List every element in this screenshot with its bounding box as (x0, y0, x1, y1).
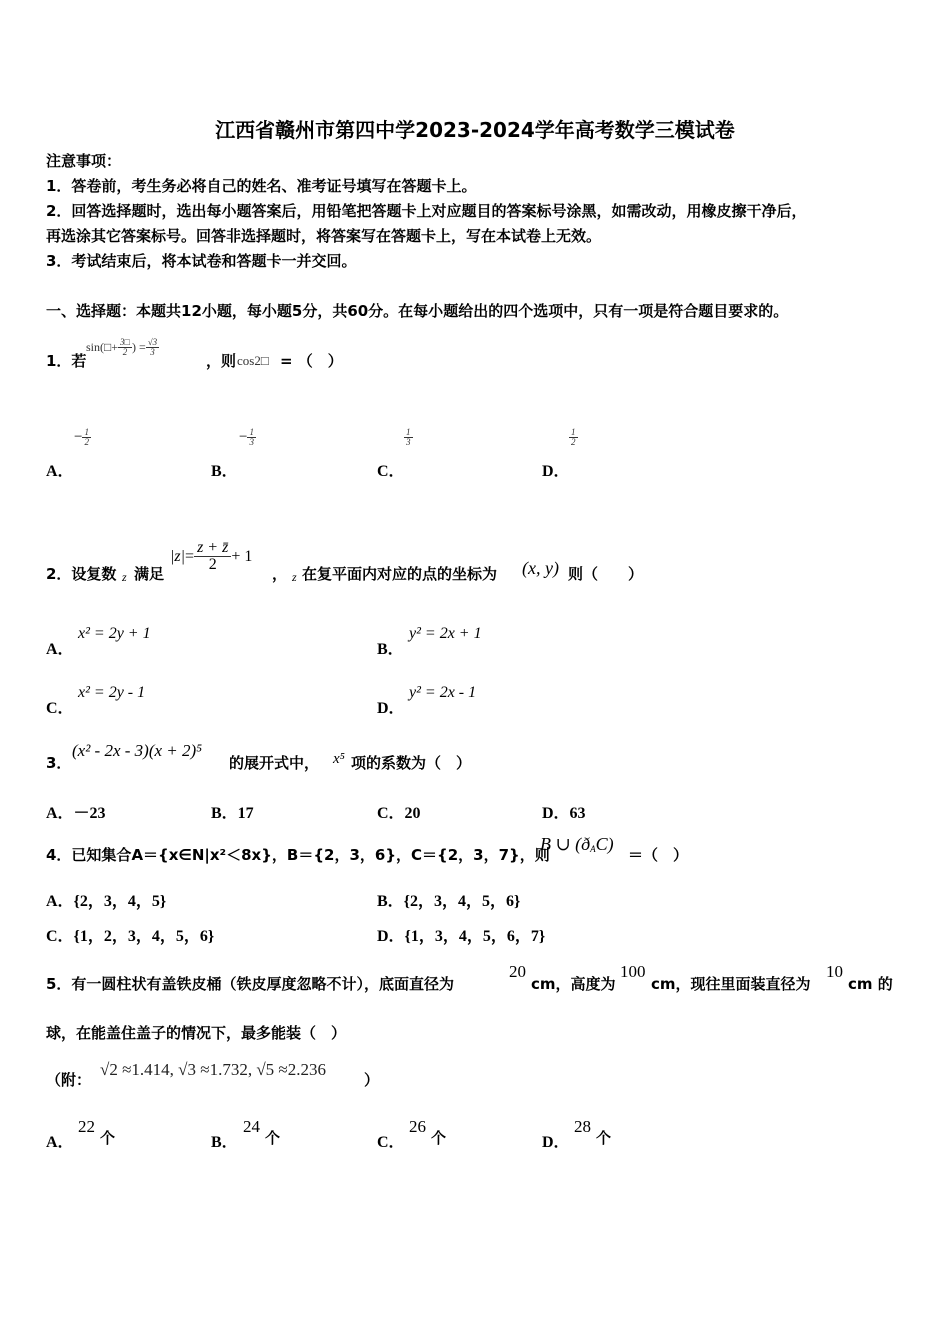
question-1-tail: = （ ） (280, 352, 343, 370)
question-5-line-2: 球，在能盖住盖子的情况下，最多能装（ ） (46, 1024, 347, 1042)
q2-option-c-value: x² = 2y - 1 (78, 684, 146, 701)
q5-option-c-label: C． (377, 1134, 405, 1151)
q5-option-a-label: A． (46, 1134, 74, 1151)
q2-option-d-value: y² = 2x - 1 (409, 684, 477, 701)
q5-option-a-unit: 个 (100, 1129, 116, 1147)
q1-option-a-value: − $\frac{1}{2}$ (74, 427, 89, 447)
q3-option-a: A．－23 (46, 805, 106, 822)
q1-option-c-label: C． (377, 463, 405, 480)
question-2-coord: (x, y) (522, 558, 559, 578)
q3-option-d: D．63 (542, 805, 586, 822)
question-4-stem: 4．已知集合A＝{x∈N|x²＜8x}，B＝{2，3，6}，C＝{2，3，7}，则 (46, 846, 550, 864)
question-2-z2: z (292, 570, 297, 584)
q4-option-c: C．{1，2，3，4，5，6} (46, 928, 215, 945)
q5-option-b-unit: 个 (265, 1129, 281, 1147)
notice-item-2-cont: 再选涂其它答案标号。回答非选择题时，将答案写在答题卡上，写在本试卷上无效。 (46, 227, 602, 245)
question-2-mid: 在复平面内对应的点的坐标为 (302, 565, 498, 583)
section-heading: 一、选择题：本题共12小题，每小题5分，共60分。在每小题给出的四个选项中，只有一项是符合题目要求的。 (46, 302, 789, 320)
q2-option-b-value: y² = 2x + 1 (409, 625, 482, 642)
question-5-ball-diameter: 10 (826, 962, 843, 981)
question-2-comma: ， (272, 565, 288, 583)
question-3-term: x⁵ (333, 751, 345, 767)
question-5-note-values: √2 ≈1.414, √3 ≈1.732, √5 ≈2.236 (100, 1060, 326, 1079)
question-5-part-3: cm，现往里面装直径为 (651, 975, 811, 993)
q5-option-c-value: 26 (409, 1117, 426, 1136)
q4-option-a: A．{2，3，4，5} (46, 893, 167, 910)
question-5-part-4: cm 的 (848, 975, 893, 993)
question-5-note-open: （附： (46, 1071, 92, 1089)
q1-option-d-value: $\frac{1}{2}$ (571, 427, 576, 447)
q5-option-d-value: 28 (574, 1117, 591, 1136)
question-2-tail: 则（ ） (568, 565, 644, 583)
notice-item-2: 2．回答选择题时，选出每小题答案后，用铅笔把答题卡上对应题目的答案标号涂黑，如需改动，用橡皮擦干净后， (46, 202, 807, 220)
question-2-cond: 满足 (134, 565, 165, 583)
question-2-z: z (122, 570, 127, 584)
notice-item-1: 1．答卷前，考生务必将自己的姓名、准考证号填写在答题卡上。 (46, 177, 477, 195)
q3-option-b: B．17 (211, 805, 254, 822)
question-4-tail: ＝（ ） (628, 846, 689, 864)
question-5-part-1: 5．有一圆柱状有盖铁皮桶（铁皮厚度忽略不计），底面直径为 (46, 975, 454, 993)
question-1-formula: sin( □ + $\frac{3□}{2}$ ) = $\frac{√3}{3}$ (86, 337, 158, 357)
q3-option-c: C．20 (377, 805, 421, 822)
notice-item-3: 3．考试结束后，将本试卷和答题卡一并交回。 (46, 252, 357, 270)
question-3-expr: (x² - 2x - 3)(x + 2)⁵ (72, 741, 203, 760)
question-3-mid: 的展开式中， (229, 754, 320, 772)
question-1-mid: ，则 (206, 352, 237, 370)
question-2-prefix: 2．设复数 (46, 565, 117, 583)
question-5-diameter: 20 (509, 962, 526, 981)
q5-option-c-unit: 个 (431, 1129, 447, 1147)
notice-heading: 注意事项： (46, 152, 122, 170)
question-4-formula: B ∪ (ð A C) (540, 834, 614, 854)
q2-option-b-label: B． (377, 641, 404, 658)
q5-option-b-label: B． (211, 1134, 238, 1151)
question-3-tail: 项的系数为（ ） (351, 754, 472, 772)
question-3-prefix: 3． (46, 754, 72, 772)
question-5-height: 100 (620, 962, 646, 981)
q2-option-a-value: x² = 2y + 1 (78, 625, 151, 642)
page-title: 江西省赣州市第四中学2023-2024学年高考数学三模试卷 (215, 118, 735, 142)
question-5-note-close: ） (364, 1071, 380, 1089)
q1-option-a-label: A． (46, 463, 74, 480)
question-5-part-2: cm，高度为 (531, 975, 616, 993)
q1-option-c-value: $\frac{1}{3}$ (406, 427, 411, 447)
q5-option-b-value: 24 (243, 1117, 260, 1136)
question-1-cos: cos2□ (237, 353, 269, 368)
q2-option-d-label: D． (377, 700, 405, 717)
q4-option-d: D．{1，3，4，5，6，7} (377, 928, 546, 945)
q2-option-c-label: C． (46, 700, 74, 717)
q4-option-b: B．{2，3，4，5，6} (377, 893, 521, 910)
q1-option-d-label: D． (542, 463, 570, 480)
question-1-prefix: 1．若 (46, 352, 87, 370)
question-2-formula: |z| = $\frac{z + z̄}{2}$ + 1 (170, 539, 253, 573)
q5-option-d-label: D． (542, 1134, 570, 1151)
q2-option-a-label: A． (46, 641, 74, 658)
q5-option-a-value: 22 (78, 1117, 95, 1136)
q1-option-b-label: B． (211, 463, 238, 480)
q5-option-d-unit: 个 (596, 1129, 612, 1147)
q1-option-b-value: − $\frac{1}{3}$ (239, 427, 254, 447)
